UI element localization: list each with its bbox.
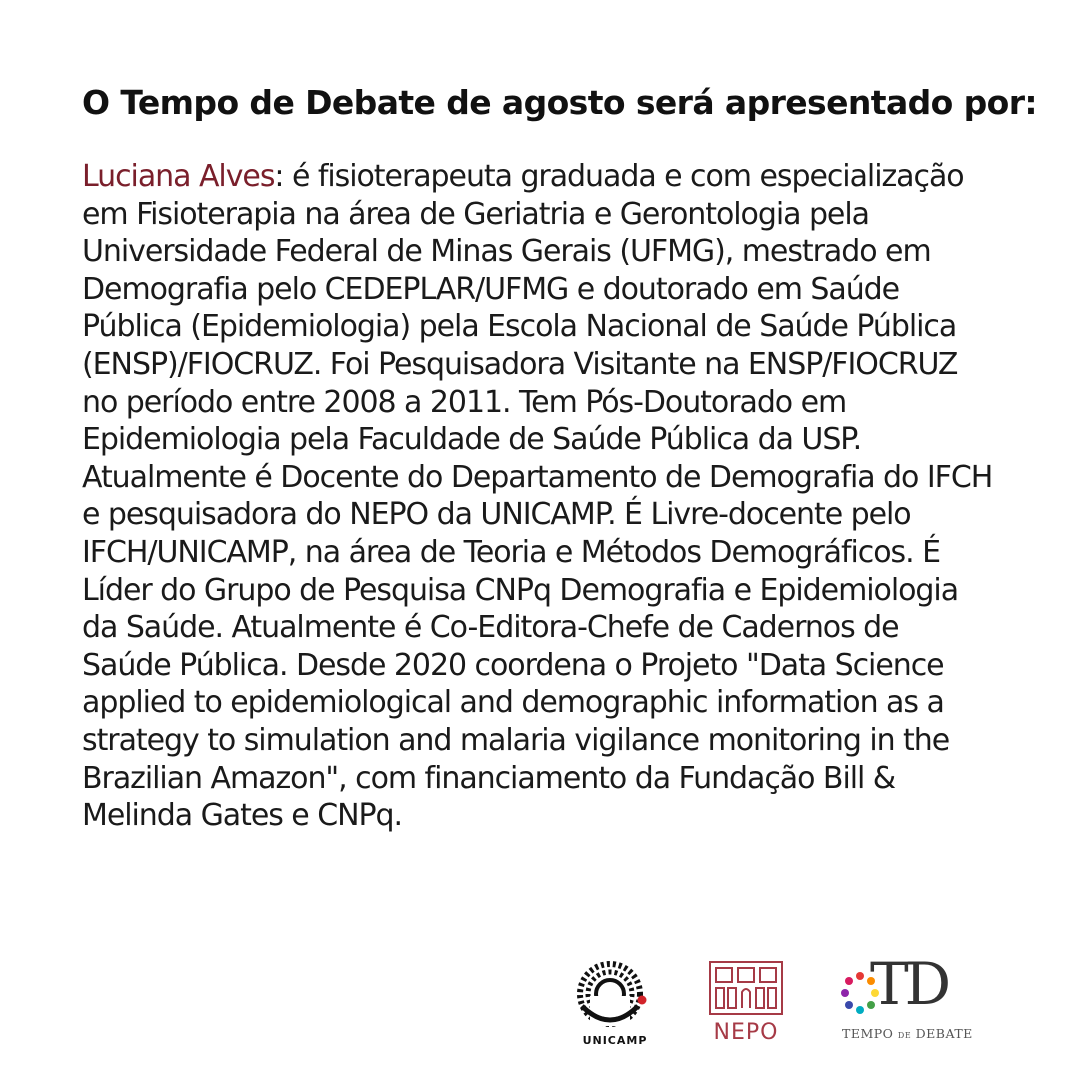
page-title: O Tempo de Debate de agosto será apresentado por: [82,83,1037,122]
bio-line: Líder do Grupo de Pesquisa CNPq Demografia e Epidemiologia [82,572,959,608]
speaker-name: Luciana Alves [82,159,275,194]
partner-logos [560,952,1020,1052]
bio-line: applied to epidemiological and demographic information as a [82,685,944,721]
td-name-part: DE [897,1031,912,1040]
bio-line: Demografia pelo CEDEPLAR/UFMG e doutorado em Saúde [82,271,900,307]
bio-line: e pesquisadora do NEPO da UNICAMP. É Livre-docente pelo [82,497,911,533]
td-name [842,1026,1002,1041]
bio-line: Epidemiologia pela Faculdade de Saúde Pública da USP. [82,422,862,458]
bio-line: Saúde Pública. Desde 2020 coordena o Projeto "Data Science [82,647,944,683]
bio-line: strategy to simulation and malaria vigilance monitoring in the [82,722,950,758]
unicamp-logo [570,956,654,1048]
bio-text: : é fisioterapeuta graduada e com especialização [274,159,964,194]
bio-line [82,158,1042,196]
bio-line: em Fisioterapia na área de Geriatria e Gerontologia pela [82,196,869,232]
bio-line: Atualmente é Docente do Departamento de Demografia do IFCH [82,459,993,495]
bio-line: Melinda Gates e CNPq. [82,798,403,834]
bio-line: Universidade Federal de Minas Gerais (UFMG), mestrado em [82,234,931,270]
td-mark: TD [870,950,948,1018]
tempo-de-debate-logo [840,950,1005,1048]
nepo-building-icon [706,958,786,1018]
td-name-part: TEMPO [842,1026,894,1041]
bio-line: IFCH/UNICAMP, na área de Teoria e Métodos Demográficos. É [82,534,940,570]
bio-line: (ENSP)/FIOCRUZ. Foi Pesquisadora Visitante na ENSP/FIOCRUZ [82,346,958,382]
bio-line: da Saúde. Atualmente é Co-Editora-Chefe de Cadernos de [82,610,899,646]
unicamp-emblem-icon [570,956,654,1034]
unicamp-label: UNICAMP [582,1034,648,1047]
bio-line: Brazilian Amazon", com financiamento da Fundação Bill & [82,760,896,796]
speaker-bio [82,158,1042,835]
bio-line: no período entre 2008 a 2011. Tem Pós-Doutorado em [82,384,847,420]
bio-line: Pública (Epidemiologia) pela Escola Nacional de Saúde Pública [82,309,957,345]
td-name-part: DEBATE [915,1026,973,1041]
nepo-logo [706,958,786,1046]
nepo-label: NEPO [713,1020,779,1045]
